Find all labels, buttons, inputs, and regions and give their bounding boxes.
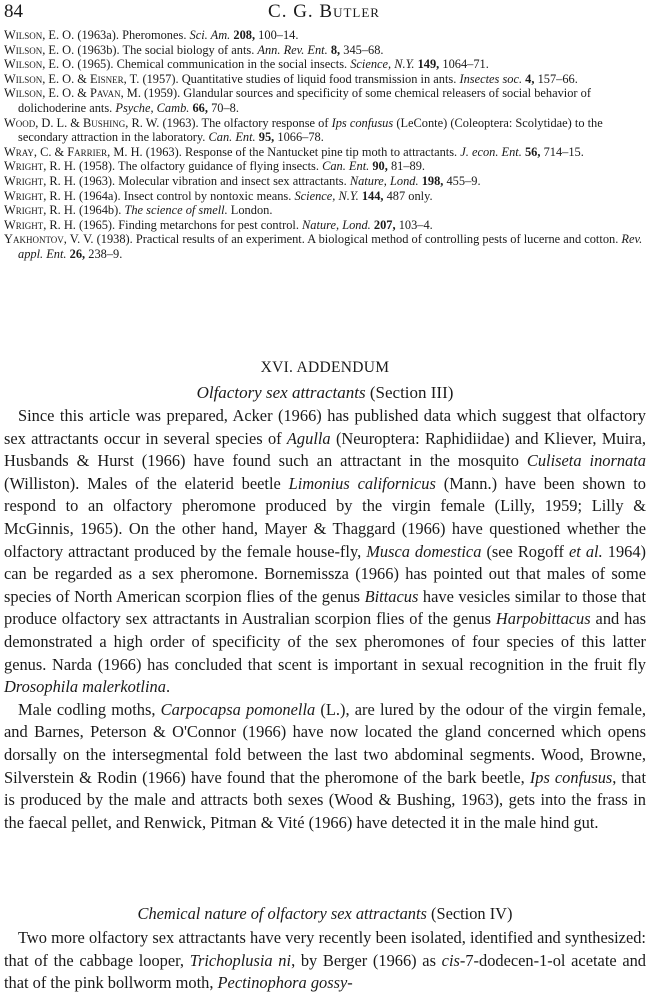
section-heading: XVI. ADDENDUM bbox=[260, 359, 390, 376]
reference-list bbox=[4, 28, 646, 262]
running-title: C. G. Butler bbox=[268, 1, 380, 22]
addendum-body bbox=[4, 405, 646, 834]
reference-entry: Wilson, E. O. (1965). Chemical communication in the social insects. Science, N.Y. 149, 1064–71. bbox=[4, 57, 489, 72]
paragraph: Two more olfactory sex attractants have very recently been isolated, identified and synthesized: that of the cabbage looper, Trichoplusia ni, by Berger (1966) as cis-7-dodecen-1-ol acetate and that of the pink bollworm moth, Pectinophora gossy- bbox=[4, 928, 646, 993]
paragraph: Male codling moths, Carpocapsa pomonella (L.), are lured by the odour of the virgin female, and Barnes, Peterson & O'Connor (1966) have now located the gland concerned which opens dorsally on the intersegmental fold between the last two abdominal segments. Wood, Browne, Silverstein & Rodin (1966) have found that the pheromone of the bark beetle, Ips confusus, that is produced by the male and attracts both sexes (Wood & Bushing, 1963), gets into the frass in the faecal pellet, and Renwick, Pitman & Vité (1966) have detected it in the male hind gut. bbox=[4, 699, 647, 832]
reference-entry: Wilson, E. O. (1963b). The social biology of ants. Ann. Rev. Ent. 8, 345–68. bbox=[4, 42, 384, 57]
reference-entry: Wright, R. H. (1965). Finding metarchons for pest control. Nature, Lond. 207, 103–4. bbox=[4, 217, 433, 232]
reference-entry: Wray, C. & Farrier, M. H. (1963). Response of the Nantucket pine tip moth to attractants. J. econ. Ent. 56, 714–15. bbox=[4, 144, 584, 159]
addendum-body-continued bbox=[4, 927, 646, 995]
reference-entry: Wright, R. H. (1963). Molecular vibration and insect sex attractants. Nature, Lond. 198, 455–9. bbox=[4, 173, 481, 188]
page-number: 84 bbox=[4, 1, 23, 22]
reference-entry: Yakhontov, V. V. (1938). Practical results of an experiment. A biological method of controlling pests of lucerne and cotton. Rev. appl. Ent. 26, 238–9. bbox=[4, 232, 643, 261]
reference-entry: Wilson, E. O. & Pavan, M. (1959). Glandular sources and specificity of some chemical releasers of social behavior of dolichoderine ants. Psyche, Camb. 66, 70–8. bbox=[4, 86, 591, 115]
section-subheading: Olfactory sex attractants (Section III) bbox=[196, 383, 454, 402]
paragraph: Since this article was prepared, Acker (1966) has published data which suggest that olfactory sex attractants occur in several species of Agulla (Neuroptera: Raphidiidae) and Kliever, Muira, Husbands & Hurst (1966) have found such an attractant in the mosquito Culiseta inornata (Williston). Males of the elaterid beetle Limonius californicus (Mann.) have been shown to respond to an olfactory pheromone produced by the virgin female (Lilly, 1959; Lilly & McGinnis, 1965). On the other hand, Mayer & Thaggard (1966) have questioned whether the olfactory attractant produced by the female house-fly, Musca domestica (see Rogoff et al. 1964) can be regarded as a sex pheromone. Bornemissza (1966) has pointed out that males of some species of North American scorpion flies of the genus Bittacus have vesicles similar to those that produce olfactory sex attractants in Australian scorpion flies of the genus Harpobittacus and has demonstrated a high order of specificity of the sex pheromones of four species of this latter genus. Narda (1966) has concluded that scent is important in sexual recognition in the fruit fly Drosophila malerkotlina. bbox=[4, 406, 646, 697]
running-head bbox=[4, 0, 644, 26]
reference-entry: Wright, R. H. (1964a). Insect control by nontoxic means. Science, N.Y. 144, 487 only. bbox=[4, 188, 433, 203]
reference-entry: Wood, D. L. & Bushing, R. W. (1963). The olfactory response of Ips confusus (LeConte) (Coleoptera: Scolytidae) to the secondary attraction in the laboratory. Can. Ent. 95, 1066–78. bbox=[4, 115, 603, 145]
section-subheading: Chemical nature of olfactory sex attractants (Section IV) bbox=[137, 904, 513, 923]
reference-entry: Wilson, E. O. & Eisner, T. (1957). Quantitative studies of liquid food transmission in ants. Insectes soc. 4, 157–66. bbox=[4, 71, 578, 86]
reference-entry: Wilson, E. O. (1963a). Pheromones. Sci. Am. 208, 100–14. bbox=[4, 28, 299, 42]
reference-entry: Wright, R. H. (1958). The olfactory guidance of flying insects. Can. Ent. 90, 81–89. bbox=[4, 159, 426, 174]
reference-entry: Wright, R. H. (1964b). The science of smell. London. bbox=[4, 203, 273, 218]
